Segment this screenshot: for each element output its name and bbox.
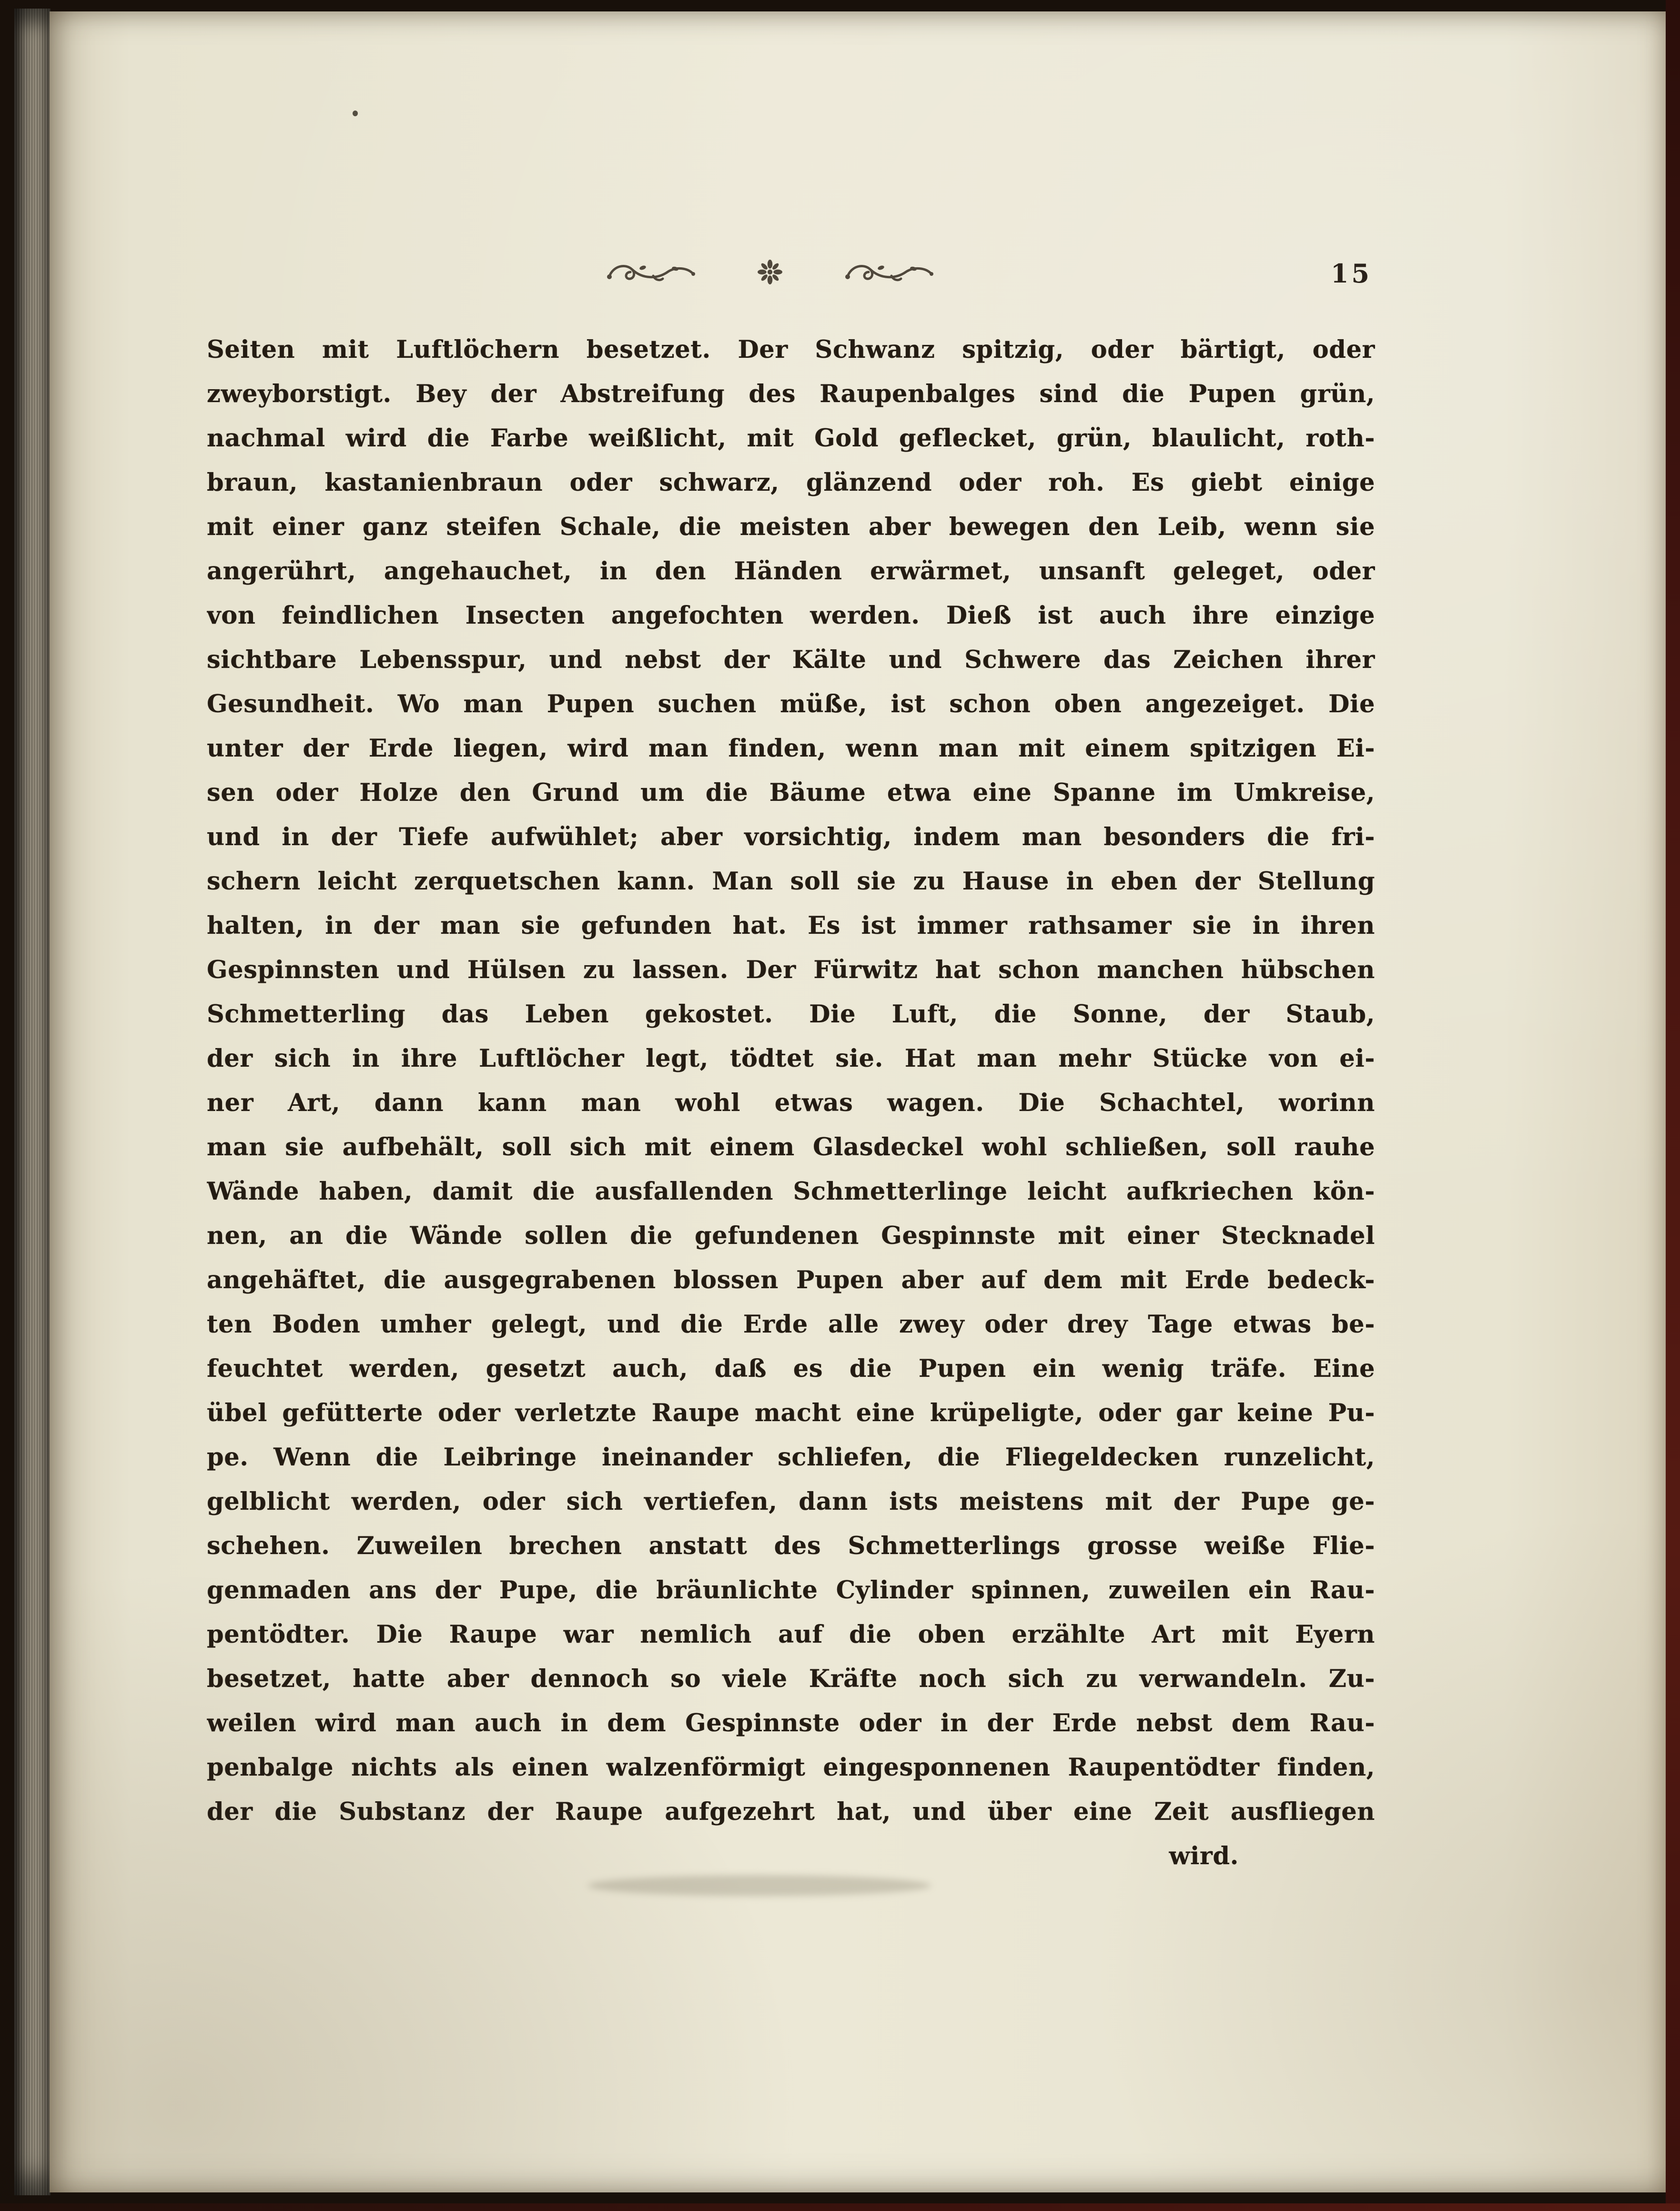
book-page-edges	[14, 9, 51, 2195]
text-line: sichtbare Lebensspur, und nebst der Kälte und Schwere das Zeichen ihrer	[207, 646, 1375, 674]
text-line: der die Substanz der Raupe aufgezehrt hat, und über eine Zeit ausfliegen	[207, 1797, 1375, 1826]
page-header	[207, 255, 1375, 295]
text-line: nen, an die Wände sollen die gefundenen Gespinnste mit einer Stecknadel	[207, 1222, 1375, 1250]
book-page	[50, 11, 1666, 2192]
book-cover-right-edge	[1666, 0, 1680, 2211]
page-number: 15	[1330, 258, 1372, 289]
text-line: braun, kastanienbraun oder schwarz, glänzend oder roh. Es giebt einige	[207, 468, 1375, 497]
text-line: ten Boden umher gelegt, und die Erde alle zwey oder drey Tage etwas be-	[207, 1310, 1375, 1339]
text-line: besetzet, hatte aber dennoch so viele Kräfte noch sich zu verwandeln. Zu-	[207, 1665, 1375, 1693]
ink-smudge	[588, 1875, 931, 1896]
text-line: Schmetterling das Leben gekostet. Die Luft, die Sonne, der Staub,	[207, 1000, 1375, 1029]
text-line: schehen. Zuweilen brechen anstatt des Schmetterlings grosse weiße Flie-	[207, 1532, 1375, 1560]
text-line: von feindlichen Insecten angefochten werden. Dieß ist auch ihre einzige	[207, 601, 1375, 630]
text-line: gelblicht werden, oder sich vertiefen, dann ists meistens mit der Pupe ge-	[207, 1487, 1375, 1516]
text-line: pentödter. Die Raupe war nemlich auf die oben erzählte Art mit Eyern	[207, 1620, 1375, 1649]
text-line: angerührt, angehauchet, in den Händen erwärmet, unsanft geleget, oder	[207, 557, 1375, 586]
text-line: feuchtet werden, gesetzt auch, daß es die Pupen ein wenig träfe. Eine	[207, 1354, 1375, 1383]
paper-speck	[353, 111, 358, 116]
book-cover-bottom-edge	[0, 2203, 1680, 2211]
text-line: man sie aufbehält, soll sich mit einem Glasdeckel wohl schließen, soll rauhe	[207, 1133, 1375, 1161]
text-line: mit einer ganz steifen Schale, die meisten aber bewegen den Leib, wenn sie	[207, 513, 1375, 541]
text-line: ner Art, dann kann man wohl etwas wagen. Die Schachtel, worinn	[207, 1089, 1375, 1117]
header-ornaments	[606, 259, 934, 285]
text-line: schern leicht zerquetschen kann. Man soll sie zu Hause in eben der Stellung	[207, 867, 1375, 896]
text-line: angehäftet, die ausgegrabenen blossen Pupen aber auf dem mit Erde bedeck-	[207, 1266, 1375, 1294]
text-line: und in der Tiefe aufwühlet; aber vorsichtig, indem man besonders die fri-	[207, 823, 1375, 851]
text-line: unter der Erde liegen, wird man finden, wenn man mit einem spitzigen Ei-	[207, 734, 1375, 763]
catchword: wird.	[1169, 1842, 1239, 1870]
text-line: penbalge nichts als einen walzenförmigt eingesponnenen Raupentödter finden,	[207, 1753, 1375, 1782]
text-line: Gespinnsten und Hülsen zu lassen. Der Fürwitz hat schon manchen hübschen	[207, 956, 1375, 984]
body-text	[207, 328, 1375, 1878]
text-line: sen oder Holze den Grund um die Bäume etwa eine Spanne im Umkreise,	[207, 778, 1375, 807]
text-line: weilen wird man auch in dem Gespinnste oder in der Erde nebst dem Rau-	[207, 1709, 1375, 1737]
text-line: zweyborstigt. Bey der Abstreifung des Raupenbalges sind die Pupen grün,	[207, 380, 1375, 408]
floral-flourish-icon	[844, 259, 934, 285]
text-line: nachmal wird die Farbe weißlicht, mit Gold geflecket, grün, blaulicht, roth-	[207, 424, 1375, 453]
text-line: der sich in ihre Luftlöcher legt, tödtet sie. Hat man mehr Stücke von ei-	[207, 1044, 1375, 1073]
text-line: pe. Wenn die Leibringe ineinander schliefen, die Fliegeldecken runzelicht,	[207, 1443, 1375, 1472]
text-line: Gesundheit. Wo man Pupen suchen müße, ist schon oben angezeiget. Die	[207, 690, 1375, 718]
text-line: genmaden ans der Pupe, die bräunlichte Cylinder spinnen, zuweilen ein Rau-	[207, 1576, 1375, 1605]
text-line: halten, in der man sie gefunden hat. Es ist immer rathsamer sie in ihren	[207, 911, 1375, 940]
text-line: übel gefütterte oder verletzte Raupe macht eine krüpeligte, oder gar keine Pu-	[207, 1399, 1375, 1427]
text-line: Seiten mit Luftlöchern besetzet. Der Schwanz spitzig, oder bärtigt, oder	[207, 335, 1375, 364]
rosette-icon	[757, 259, 783, 285]
text-line: Wände haben, damit die ausfallenden Schmetterlinge leicht aufkriechen kön-	[207, 1177, 1375, 1206]
floral-flourish-icon	[606, 259, 696, 285]
